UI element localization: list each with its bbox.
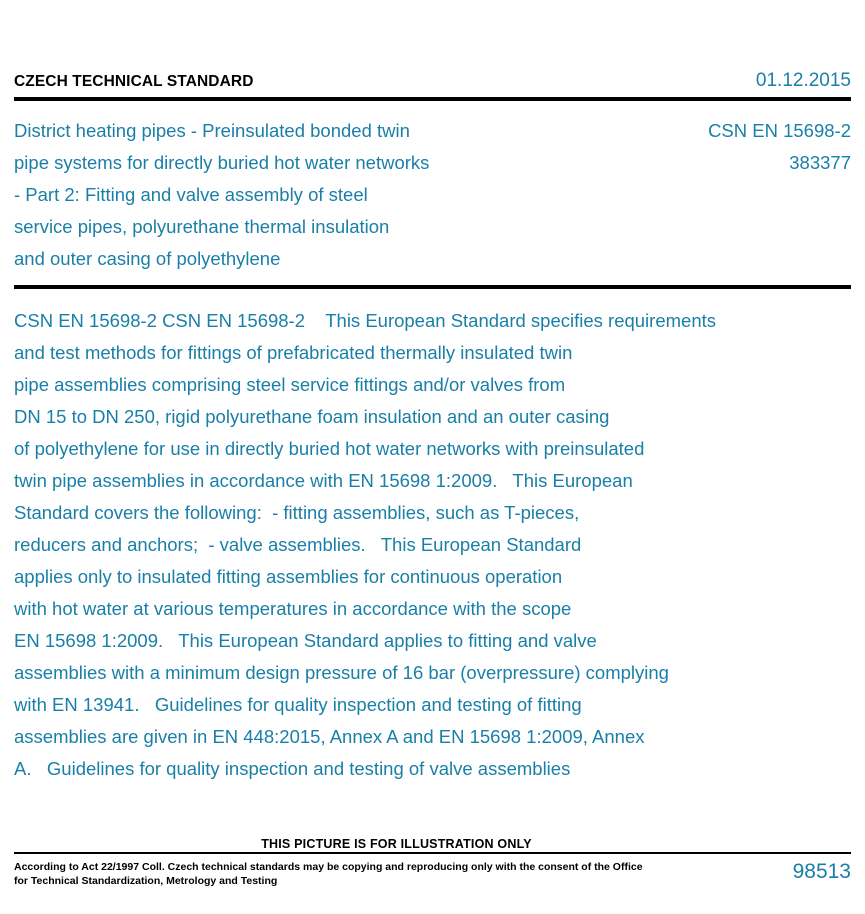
abstract-line: reducers and anchors; - valve assemblies. This European Standard: [14, 534, 582, 555]
abstract-line: of polyethylene for use in directly buried hot water networks with preinsulated: [14, 438, 645, 459]
abstract-line: and test methods for fittings of prefabricated thermally insulated twin: [14, 342, 573, 363]
footer: [14, 846, 851, 888]
title-divider: [14, 285, 851, 289]
footer-body: [14, 860, 851, 888]
catalog-number: 383377: [789, 152, 851, 173]
title-line: service pipes, polyurethane thermal insulation: [14, 216, 390, 237]
illustration-note: THIS PICTURE IS FOR ILLUSTRATION ONLY: [261, 837, 532, 851]
header-date: 01.12.2015: [755, 70, 851, 91]
title-line: pipe systems for directly buried hot water networks: [14, 152, 430, 173]
footer-number: 98513: [792, 860, 851, 883]
title-block: [14, 115, 851, 275]
abstract-line: assemblies with a minimum design pressure of 16 bar (overpressure) complying: [14, 662, 669, 683]
abstract-line: twin pipe assemblies in accordance with EN 15698 1:2009. This European: [14, 470, 633, 491]
abstract-line: applies only to insulated fitting assemblies for continuous operation: [14, 566, 563, 587]
title-line: and outer casing of polyethylene: [14, 248, 281, 269]
title-line: District heating pipes - Preinsulated bonded twin: [14, 120, 410, 141]
abstract-text: [14, 305, 851, 785]
abstract-line: DN 15 to DN 250, rigid polyurethane foam insulation and an outer casing: [14, 406, 610, 427]
abstract-line: pipe assemblies comprising steel service fittings and/or valves from: [14, 374, 566, 395]
abstract-line: Standard covers the following: - fitting assemblies, such as T-pieces,: [14, 502, 580, 523]
title-line: - Part 2: Fitting and valve assembly of steel: [14, 184, 368, 205]
footer-legal-text: [14, 860, 643, 888]
abstract-line: assemblies are given in EN 448:2015, Annex A and EN 15698 1:2009, Annex: [14, 726, 645, 747]
footer-divider: [14, 852, 851, 854]
header-label: CZECH TECHNICAL STANDARD: [14, 73, 254, 90]
abstract-line: CSN EN 15698-2 CSN EN 15698-2 This European Standard specifies requirements: [14, 310, 716, 331]
abstract-line: EN 15698 1:2009. This European Standard applies to fitting and valve: [14, 630, 597, 651]
footer-legal-line: According to Act 22/1997 Coll. Czech technical standards may be copying and reproducing only with the consent of the Office: [14, 861, 643, 873]
title-identifiers: [708, 115, 851, 275]
standard-designation: CSN EN 15698-2: [708, 120, 851, 141]
abstract-line: with hot water at various temperatures in accordance with the scope: [14, 598, 572, 619]
abstract-line: A. Guidelines for quality inspection and testing of valve assemblies: [14, 758, 571, 779]
standard-title: [14, 115, 429, 275]
header: [14, 70, 851, 92]
abstract-line: with EN 13941. Guidelines for quality inspection and testing of fitting: [14, 694, 582, 715]
header-divider: [14, 97, 851, 101]
footer-legal-line: for Technical Standardization, Metrology and Testing: [14, 875, 278, 887]
